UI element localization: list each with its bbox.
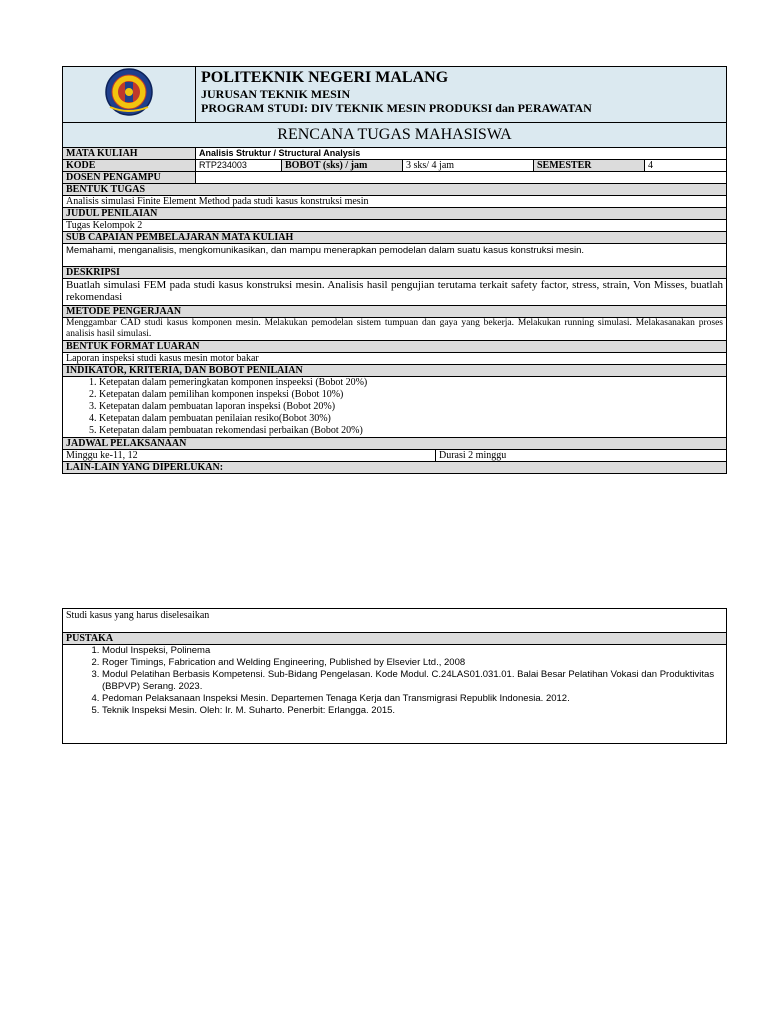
format-value-row [63, 353, 727, 365]
kode-label: KODE [63, 160, 196, 172]
indikator-label: INDIKATOR, KRITERIA, DAN BOBOT PENILAIAN [63, 365, 727, 377]
indikator-list [66, 377, 723, 437]
metode-value-row [63, 318, 727, 341]
indikator-item: 1. Ketepatan dalam pemeringkatan komponen inspeeksi (Bobot 20%) [99, 377, 723, 389]
jadwal-minggu: Minggu ke-11, 12 [63, 450, 436, 462]
logo-cell [63, 67, 196, 123]
polinema-seal-logo-icon [100, 67, 158, 117]
format-label-row [63, 341, 727, 353]
program-name: PROGRAM STUDI: DIV TEKNIK MESIN PRODUKSI dan PERAWATAN [201, 101, 592, 115]
indikator-label-row [63, 365, 727, 377]
institution-cell [196, 67, 727, 123]
bentuk-tugas-value: Analisis simulasi Finite Element Method pada studi kasus konstruksi mesin [63, 196, 727, 208]
deskripsi-label: DESKRIPSI [63, 267, 727, 279]
kode-value: RTP234003 [196, 160, 282, 172]
studi-kasus-text: Studi kasus yang harus diselesaikan [63, 609, 727, 633]
judul-value-row [63, 220, 727, 232]
indikator-item: 3. Ketepatan dalam pembuatan laporan inspeksi (Bobot 20%) [99, 401, 723, 413]
indikator-list-row [63, 377, 727, 438]
jadwal-value-row [63, 450, 727, 462]
department-name: JURUSAN TEKNIK MESIN [201, 87, 351, 101]
format-label: BENTUK FORMAT LUARAN [63, 341, 727, 353]
pustaka-label: PUSTAKA [63, 633, 727, 645]
lain-label: LAIN-LAIN YANG DIPERLUKAN: [63, 462, 727, 474]
indikator-item: 2. Ketepatan dalam pemilihan komponen inspeksi (Bobot 10%) [99, 389, 723, 401]
pustaka-label-row [63, 633, 727, 645]
mata-kuliah-value: Analisis Struktur / Structural Analysis [196, 148, 727, 160]
document-title: RENCANA TUGAS MAHASISWA [63, 123, 727, 148]
jadwal-label: JADWAL PELAKSANAAN [63, 438, 727, 450]
semester-value: 4 [645, 160, 727, 172]
indikator-item: 4. Ketepatan dalam pembuatan penilaian resiko(Bobot 30%) [99, 413, 723, 425]
metode-value: Menggambar CAD studi kasus komponen mesin. Melakukan pemodelan sistem tumpuan dan gaya yang bekerja. Melakukan running simulasi. Melakasanakan proses analisis hasil simulasi. [63, 318, 727, 341]
pustaka-list-row [63, 645, 727, 744]
judul-label-row [63, 208, 727, 220]
jadwal-label-row [63, 438, 727, 450]
mata-kuliah-row [63, 148, 727, 160]
rtm-form-table [62, 66, 727, 474]
pustaka-list [66, 645, 723, 717]
sub-cp-label-row [63, 232, 727, 244]
format-value: Laporan inspeksi studi kasus mesin motor bakar [63, 353, 727, 365]
jadwal-durasi: Durasi 2 minggu [436, 450, 727, 462]
pustaka-item: 1. Modul Inspeksi, Polinema [102, 645, 723, 657]
bobot-value: 3 sks/ 4 jam [403, 160, 534, 172]
semester-label: SEMESTER [534, 160, 645, 172]
lain-label-row [63, 462, 727, 474]
pustaka-table [62, 608, 727, 744]
kode-row [63, 160, 727, 172]
sub-cp-label: SUB CAPAIAN PEMBELAJARAN MATA KULIAH [63, 232, 727, 244]
sub-cp-value: Memahami, menganalisis, mengkomunikasikan, dan mampu menerapkan pemodelan dalam suatu kasus konstruksi mesin. [63, 244, 727, 267]
title-row [63, 123, 727, 148]
mata-kuliah-label: MATA KULIAH [63, 148, 196, 160]
deskripsi-value: Buatlah simulasi FEM pada studi kasus konstruksi mesin. Analisis hasil pengujian terutama terkait safety factor, stress, strain, Von Misses, buatlah rekomendasi [63, 279, 727, 306]
pustaka-list-cell [63, 645, 727, 744]
pustaka-item: 5. Teknik Inspeksi Mesin. Oleh: Ir. M. Suharto. Penerbit: Erlangga. 2015. [102, 705, 723, 717]
bentuk-tugas-label: BENTUK TUGAS [63, 184, 727, 196]
bobot-label: BOBOT (sks) / jam [282, 160, 403, 172]
deskripsi-value-row [63, 279, 727, 306]
metode-label: METODE PENGERJAAN [63, 306, 727, 318]
judul-value: Tugas Kelompok 2 [63, 220, 727, 232]
bentuk-tugas-value-row [63, 196, 727, 208]
metode-label-row [63, 306, 727, 318]
dosen-label: DOSEN PENGAMPU [63, 172, 196, 184]
sub-cp-value-row [63, 244, 727, 267]
indikator-item: 5. Ketepatan dalam pembuatan rekomendasi perbaikan (Bobot 20%) [99, 425, 723, 437]
pustaka-item: 4. Pedoman Pelaksanaan Inspeksi Mesin. Departemen Tenaga Kerja dan Transmigrasi Republik Indonesia. 2012. [102, 693, 723, 705]
studi-kasus-row [63, 609, 727, 633]
deskripsi-label-row [63, 267, 727, 279]
pustaka-item: 2. Roger Timings, Fabrication and Welding Engineering, Published by Elsevier Ltd., 2008 [102, 657, 723, 669]
dosen-row [63, 172, 727, 184]
institution-name: POLITEKNIK NEGERI MALANG [201, 69, 449, 86]
dosen-value [196, 172, 727, 184]
judul-label: JUDUL PENILAIAN [63, 208, 727, 220]
indikator-list-cell [63, 377, 727, 438]
header-row [63, 67, 727, 123]
pustaka-item: 3. Modul Pelatihan Berbasis Kompetensi. Sub-Bidang Pengelasan. Kode Modul. C.24LAS01.031.01. Balai Besar Pelatihan Vokasi dan Produktivitas (BBPVP) Serang. 2023. [102, 669, 723, 693]
bentuk-tugas-label-row [63, 184, 727, 196]
